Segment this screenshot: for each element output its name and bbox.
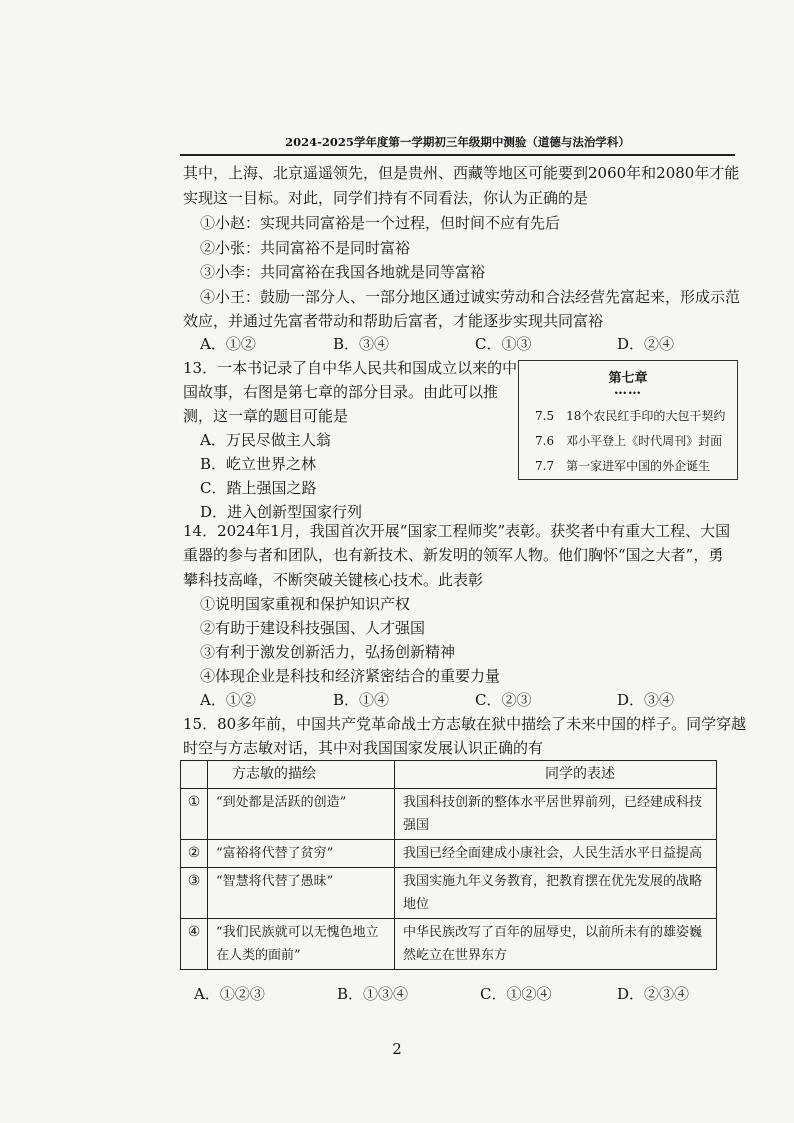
q14-option-c[interactable]: C．②③ bbox=[475, 691, 532, 709]
q13-stem: 13．一本书记录了自中华人民共和国成立以来的中 bbox=[183, 359, 518, 377]
q15-table bbox=[180, 760, 717, 970]
q15-stem: 15．80多年前，中国共产党革命战士方志敏在狱中描绘了未来中国的样子。同学穿越 bbox=[183, 715, 747, 733]
q14-option-b[interactable]: B．①④ bbox=[333, 691, 390, 709]
row-statement: 我国实施九年义务教育，把教育摆在优先发展的战略地位 bbox=[395, 868, 717, 919]
q14-statement-2: ②有助于建设科技强国、人才强国 bbox=[200, 619, 426, 637]
q15-stem: 时空与方志敏对话，其中对我国国家发展认识正确的有 bbox=[183, 739, 544, 757]
table-row bbox=[181, 919, 717, 970]
q14-statement-1: ①说明国家重视和保护知识产权 bbox=[200, 595, 411, 613]
q14-statement-3: ③有利于激发创新活力，弘扬创新精神 bbox=[200, 643, 456, 661]
q13-option-d[interactable]: D．进入创新型国家行列 bbox=[200, 503, 363, 521]
row-statement: 我国科技创新的整体水平居世界前列，已经建成科技强国 bbox=[395, 789, 717, 840]
q12-text-line: 其中，上海、北京遥遥领先，但是贵州、西藏等地区可能要到2060年和2080年才能 bbox=[183, 164, 740, 182]
q12-option-d[interactable]: D．②④ bbox=[617, 335, 675, 353]
toc-entry: 7.7 第一家进军中国的外企诞生 bbox=[535, 459, 711, 473]
toc-entry: 7.6 邓小平登上《时代周刊》封面 bbox=[535, 434, 723, 448]
q12-option-a[interactable]: A．①② bbox=[200, 335, 256, 353]
page-number: 2 bbox=[392, 1040, 402, 1058]
q14-stem: 攀科技高峰，不断突破关键核心技术。此表彰 bbox=[183, 571, 484, 589]
q13-option-a[interactable]: A．万民尽做主人翁 bbox=[200, 431, 331, 449]
row-number: ④ bbox=[181, 919, 208, 970]
table-row bbox=[181, 789, 717, 840]
table-header-quote: 方志敏的描绘 bbox=[208, 761, 395, 789]
q14-option-a[interactable]: A．①② bbox=[200, 691, 256, 709]
chapter-title: 第七章 bbox=[608, 371, 648, 386]
q15-option-d[interactable]: D．②③④ bbox=[617, 985, 690, 1003]
chapter-ellipsis: …… bbox=[614, 383, 642, 398]
q14-stem: 14．2024年1月，我国首次开展“国家工程师奖”表彰。获奖者中有重大工程、大国 bbox=[183, 522, 731, 540]
q14-stem: 重器的参与者和团队，也有新技术、新发明的领军人物。他们胸怀“国之大者”，勇 bbox=[183, 546, 724, 564]
row-statement: 我国已经全面建成小康社会，人民生活水平日益提高 bbox=[395, 840, 717, 868]
table-header-statement: 同学的表述 bbox=[395, 761, 717, 789]
q12-statement-1: ①小赵：实现共同富裕是一个过程，但时间不应有先后 bbox=[200, 214, 561, 232]
q13-option-c[interactable]: C．踏上强国之路 bbox=[200, 479, 317, 497]
q15-option-a[interactable]: A．①②③ bbox=[194, 985, 265, 1003]
row-quote: “智慧将代替了愚昧” bbox=[208, 868, 395, 919]
q12-statement-4: ④小王：鼓励一部分人、一部分地区通过诚实劳动和合法经营先富起来，形成示范 bbox=[200, 288, 741, 306]
table-row bbox=[181, 868, 717, 919]
q12-text-line: 实现这一目标。对此，同学们持有不同看法，你认为正确的是 bbox=[183, 189, 589, 207]
q13-stem: 国故事，右图是第七章的部分目录。由此可以推 bbox=[183, 383, 499, 401]
q12-statement-4-cont: 效应，并通过先富者带动和帮助后富者，才能逐步实现共同富裕 bbox=[183, 312, 604, 330]
table-row bbox=[181, 840, 717, 868]
q13-stem: 测，这一章的题目可能是 bbox=[183, 407, 349, 425]
q12-statement-3: ③小李：共同富裕在我国各地就是同等富裕 bbox=[200, 263, 486, 281]
row-quote: “富裕将代替了贫穷” bbox=[208, 840, 395, 868]
row-quote: “到处都是活跃的创造” bbox=[208, 789, 395, 840]
page-header: 2024-2025学年度第一学期初三年级期中测验（道德与法治学科） bbox=[180, 134, 735, 156]
row-number: ② bbox=[181, 840, 208, 868]
chapter-toc-box bbox=[518, 360, 738, 480]
q15-option-b[interactable]: B．①③④ bbox=[337, 985, 409, 1003]
toc-entry: 7.5 18个农民红手印的大包干契约 bbox=[535, 409, 726, 423]
table-header-row bbox=[181, 761, 717, 789]
q14-statement-4: ④体现企业是科技和经济紧密结合的重要力量 bbox=[200, 667, 501, 685]
q12-option-c[interactable]: C．①③ bbox=[475, 335, 532, 353]
q12-statement-2: ②小张：共同富裕不是同时富裕 bbox=[200, 239, 411, 257]
q14-option-d[interactable]: D．③④ bbox=[617, 691, 675, 709]
q13-option-b[interactable]: B．屹立世界之林 bbox=[200, 455, 317, 473]
q12-option-b[interactable]: B．③④ bbox=[333, 335, 390, 353]
row-number: ③ bbox=[181, 868, 208, 919]
table-header-num bbox=[181, 761, 208, 789]
q15-option-c[interactable]: C．①②④ bbox=[480, 985, 552, 1003]
row-quote: “我们民族就可以无愧色地立在人类的面前” bbox=[208, 919, 395, 970]
row-number: ① bbox=[181, 789, 208, 840]
row-statement: 中华民族改写了百年的屈辱史，以前所未有的雄姿巍然屹立在世界东方 bbox=[395, 919, 717, 970]
